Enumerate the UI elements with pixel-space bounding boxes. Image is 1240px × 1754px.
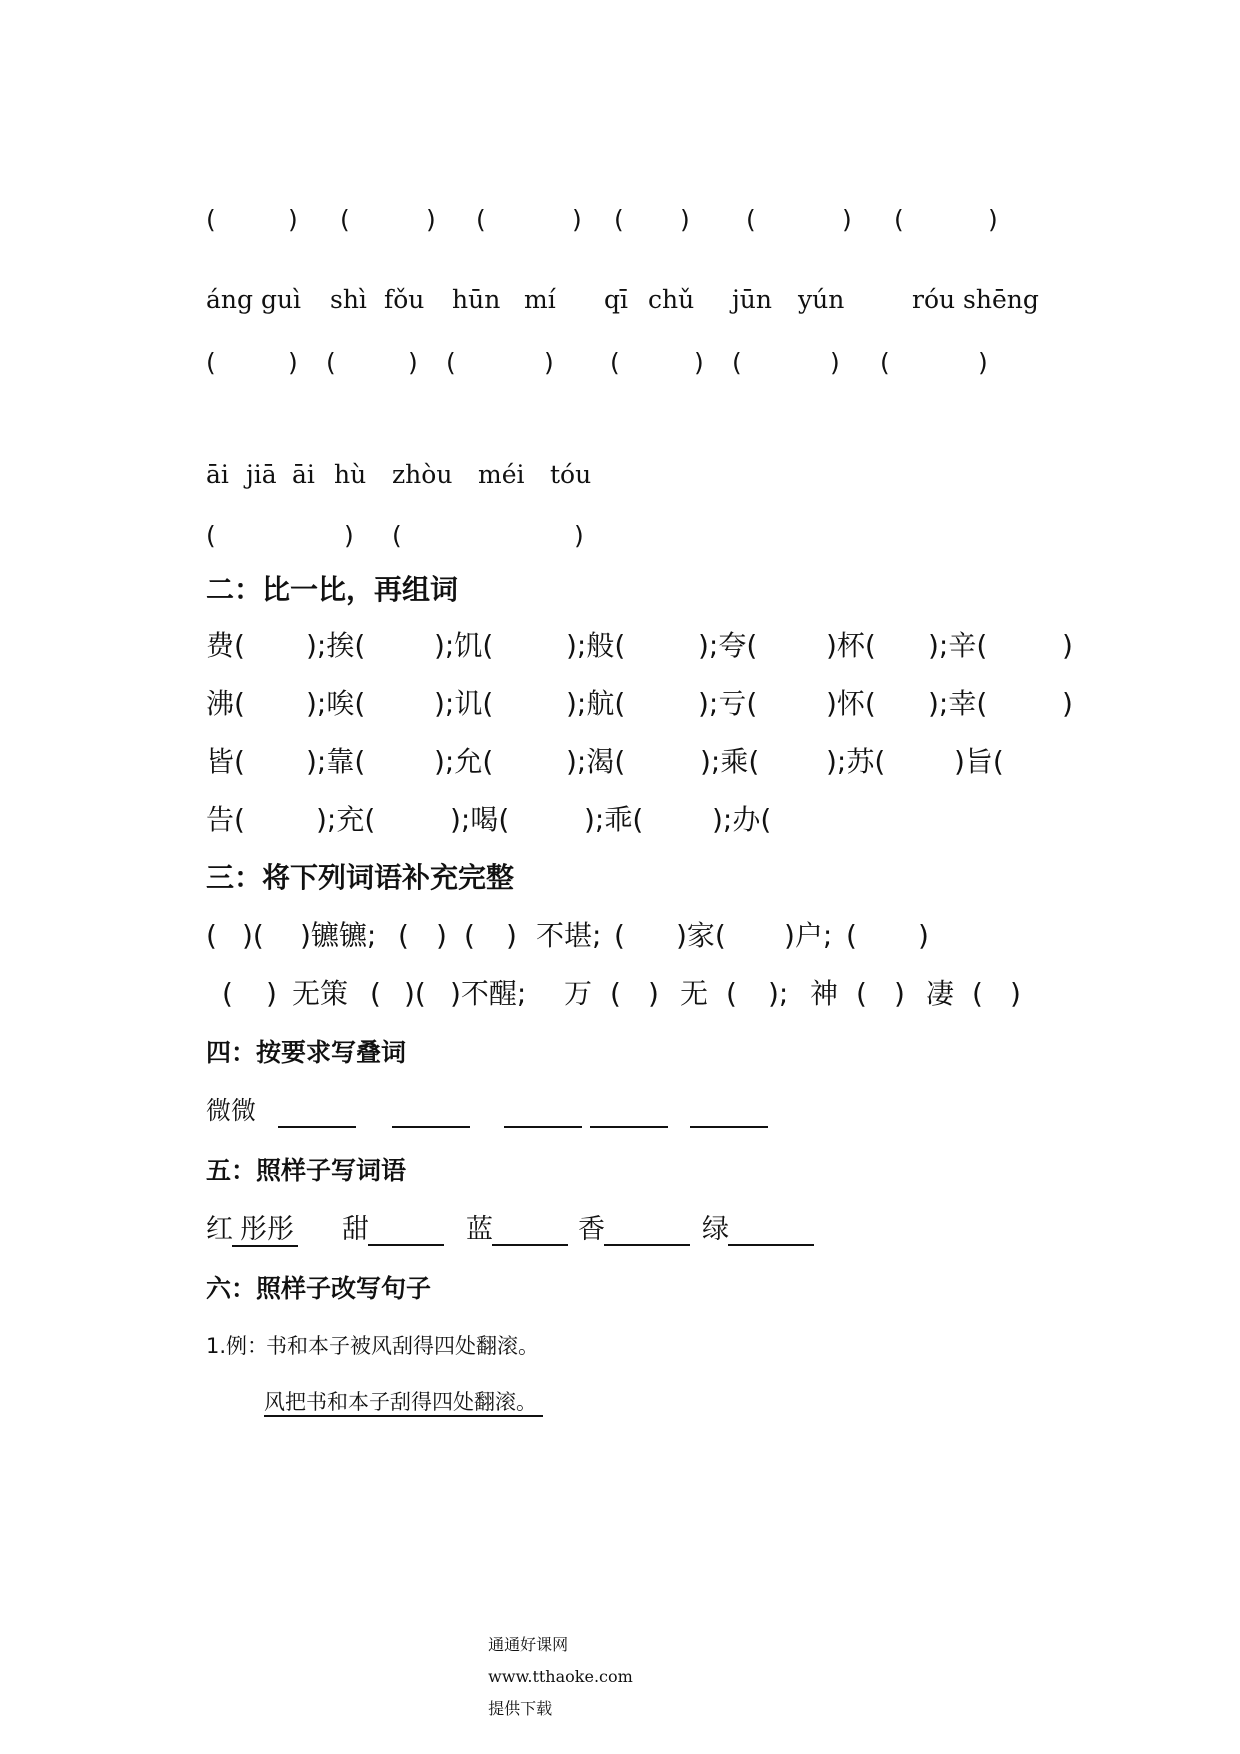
example-sentence: 书和本子被风刮得四处翻滚。 xyxy=(266,1334,539,1358)
answer-blank[interactable] xyxy=(492,1244,568,1246)
paren-open: ( xyxy=(446,348,456,377)
fill-item: )家( xyxy=(676,919,726,952)
paren-open: ( xyxy=(206,348,216,377)
fill-item: ) xyxy=(648,977,659,1010)
fill-item: ( xyxy=(222,977,233,1010)
compare-item: );航( xyxy=(566,687,626,720)
compare-item: );唉( xyxy=(306,687,366,720)
compare-item: );允( xyxy=(434,745,494,778)
compare-item: );乖( xyxy=(584,803,644,836)
answer-blank[interactable] xyxy=(604,1244,690,1246)
fill-item: ( xyxy=(206,919,217,952)
pinyin: róu shēng xyxy=(912,285,1039,314)
fill-item: ( xyxy=(370,977,381,1010)
compare-item: 沸( xyxy=(206,687,245,720)
compare-item: ) xyxy=(1062,687,1073,720)
fill-item: ( xyxy=(610,977,621,1010)
prompt-char: 香 xyxy=(578,1214,605,1245)
fill-item: ( xyxy=(856,977,867,1010)
paren-open: ( xyxy=(880,348,890,377)
compare-item: );讥( xyxy=(434,687,494,720)
pinyin: chǔ xyxy=(648,285,695,314)
pinyin: qī xyxy=(604,285,628,314)
fill-item: ( xyxy=(398,919,409,952)
fill-item: ) xyxy=(918,919,929,952)
pinyin: āi xyxy=(292,460,315,489)
fill-item: )镳镳; xyxy=(300,919,377,952)
compare-item: );苏( xyxy=(826,745,886,778)
fill-item: ); xyxy=(768,977,789,1010)
paren-close: ) xyxy=(680,205,690,234)
section-heading-3: 三：将下列词语补充完整 xyxy=(206,861,515,894)
compare-item: );幸( xyxy=(928,687,988,720)
pinyin: jūn xyxy=(732,285,772,314)
pinyin: shì xyxy=(330,285,367,314)
compare-item: 告( xyxy=(206,803,245,836)
prompt-char: 绿 xyxy=(702,1214,729,1245)
section-heading-2: 二：比一比，再组词 xyxy=(206,573,459,606)
footer-suffix: 提供下载 xyxy=(488,1699,553,1718)
fill-item: ( xyxy=(614,919,625,952)
example-rewritten-sentence: 风把书和本子刮得四处翻滚。 xyxy=(264,1392,543,1417)
paren-close: ) xyxy=(842,205,852,234)
fill-item: ) xyxy=(1010,977,1021,1010)
fill-item: 万 xyxy=(564,977,593,1010)
answer-blank[interactable] xyxy=(728,1244,814,1246)
section-heading-4: 四：按要求写叠词 xyxy=(206,1038,407,1067)
pinyin: jiā xyxy=(246,460,277,489)
section-heading-5: 五：照样子写词语 xyxy=(206,1156,407,1185)
compare-item: );充( xyxy=(316,803,376,836)
compare-item: );辛( xyxy=(928,629,988,662)
paren-close: ) xyxy=(408,348,418,377)
paren-close: ) xyxy=(830,348,840,377)
footer-site-name: 通通好课网 xyxy=(488,1635,569,1654)
compare-item: )杯( xyxy=(826,629,876,662)
paren-close: ) xyxy=(288,348,298,377)
prompt-char: 甜 xyxy=(342,1214,369,1245)
paren-close: ) xyxy=(574,521,584,550)
fill-item: ) xyxy=(894,977,905,1010)
compare-item: );亏( xyxy=(698,687,758,720)
compare-item: );般( xyxy=(566,629,626,662)
footer-url[interactable]: www.tthaoke.com xyxy=(488,1667,633,1686)
reduplicated-word: 微微 xyxy=(206,1096,257,1125)
page-footer xyxy=(478,1621,633,1717)
paren-close: ) xyxy=(344,521,354,550)
compare-item: );渴( xyxy=(566,745,626,778)
paren-open: ( xyxy=(610,348,620,377)
prompt-char: 蓝 xyxy=(466,1214,493,1245)
answer-blank[interactable] xyxy=(278,1126,356,1128)
pinyin: tóu xyxy=(550,460,592,489)
answer-blank[interactable] xyxy=(590,1126,668,1128)
compare-item: 皆( xyxy=(206,745,245,778)
compare-item: );靠( xyxy=(306,745,366,778)
compare-item: );乘( xyxy=(700,745,760,778)
answer-blank[interactable] xyxy=(392,1126,470,1128)
compare-item: 费( xyxy=(206,629,245,662)
paren-open: ( xyxy=(206,205,216,234)
fill-item: 凄 xyxy=(926,977,955,1010)
fill-item: )( xyxy=(404,977,426,1010)
example-label: 1.例： xyxy=(206,1334,269,1358)
section-heading-6: 六：照样子改写句子 xyxy=(206,1274,432,1303)
paren-close: ) xyxy=(426,205,436,234)
paren-open: ( xyxy=(732,348,742,377)
answer-blank[interactable] xyxy=(368,1244,444,1246)
pinyin: mí xyxy=(524,285,556,314)
paren-open: ( xyxy=(614,205,624,234)
paren-close: ) xyxy=(978,348,988,377)
compare-item: );办( xyxy=(712,803,772,836)
paren-open: ( xyxy=(746,205,756,234)
fill-item: ( xyxy=(846,919,857,952)
compare-item: );挨( xyxy=(306,629,366,662)
paren-close: ) xyxy=(572,205,582,234)
pinyin: áng guì xyxy=(206,285,302,314)
example-char: 红 xyxy=(206,1214,233,1245)
pinyin: fǒu xyxy=(384,285,425,314)
answer-blank[interactable] xyxy=(504,1126,582,1128)
fill-item: ( xyxy=(726,977,737,1010)
fill-item: ( xyxy=(972,977,983,1010)
paren-open: ( xyxy=(340,205,350,234)
fill-item: ( xyxy=(464,919,475,952)
fill-item: ) xyxy=(436,919,447,952)
paren-open: ( xyxy=(894,205,904,234)
pinyin: méi xyxy=(478,460,525,489)
fill-item: )户; xyxy=(784,919,833,952)
compare-item: )怀( xyxy=(826,687,876,720)
paren-close: ) xyxy=(694,348,704,377)
paren-open: ( xyxy=(326,348,336,377)
fill-item: )( xyxy=(242,919,264,952)
fill-item: 无策 xyxy=(292,977,349,1010)
pinyin: zhòu xyxy=(392,460,453,489)
paren-close: ) xyxy=(544,348,554,377)
example-answer: 彤彤 xyxy=(232,1216,298,1247)
pinyin: yún xyxy=(798,285,845,314)
paren-open: ( xyxy=(392,521,402,550)
answer-blank[interactable] xyxy=(690,1126,768,1128)
fill-item: ) xyxy=(266,977,277,1010)
fill-item: 不堪; xyxy=(536,919,602,952)
pinyin: hūn xyxy=(452,285,501,314)
pinyin: āi xyxy=(206,460,229,489)
compare-item: ) xyxy=(1062,629,1073,662)
compare-item: );饥( xyxy=(434,629,494,662)
fill-item: )不醒; xyxy=(450,977,527,1010)
fill-item: ) xyxy=(506,919,517,952)
fill-item: 无 xyxy=(680,977,709,1010)
fill-item: 神 xyxy=(810,977,839,1010)
pinyin: hù xyxy=(334,460,367,489)
paren-open: ( xyxy=(206,521,216,550)
paren-close: ) xyxy=(288,205,298,234)
paren-close: ) xyxy=(988,205,998,234)
compare-item: );夸( xyxy=(698,629,758,662)
paren-open: ( xyxy=(476,205,486,234)
compare-item: )旨( xyxy=(954,745,1004,778)
compare-item: );喝( xyxy=(450,803,510,836)
